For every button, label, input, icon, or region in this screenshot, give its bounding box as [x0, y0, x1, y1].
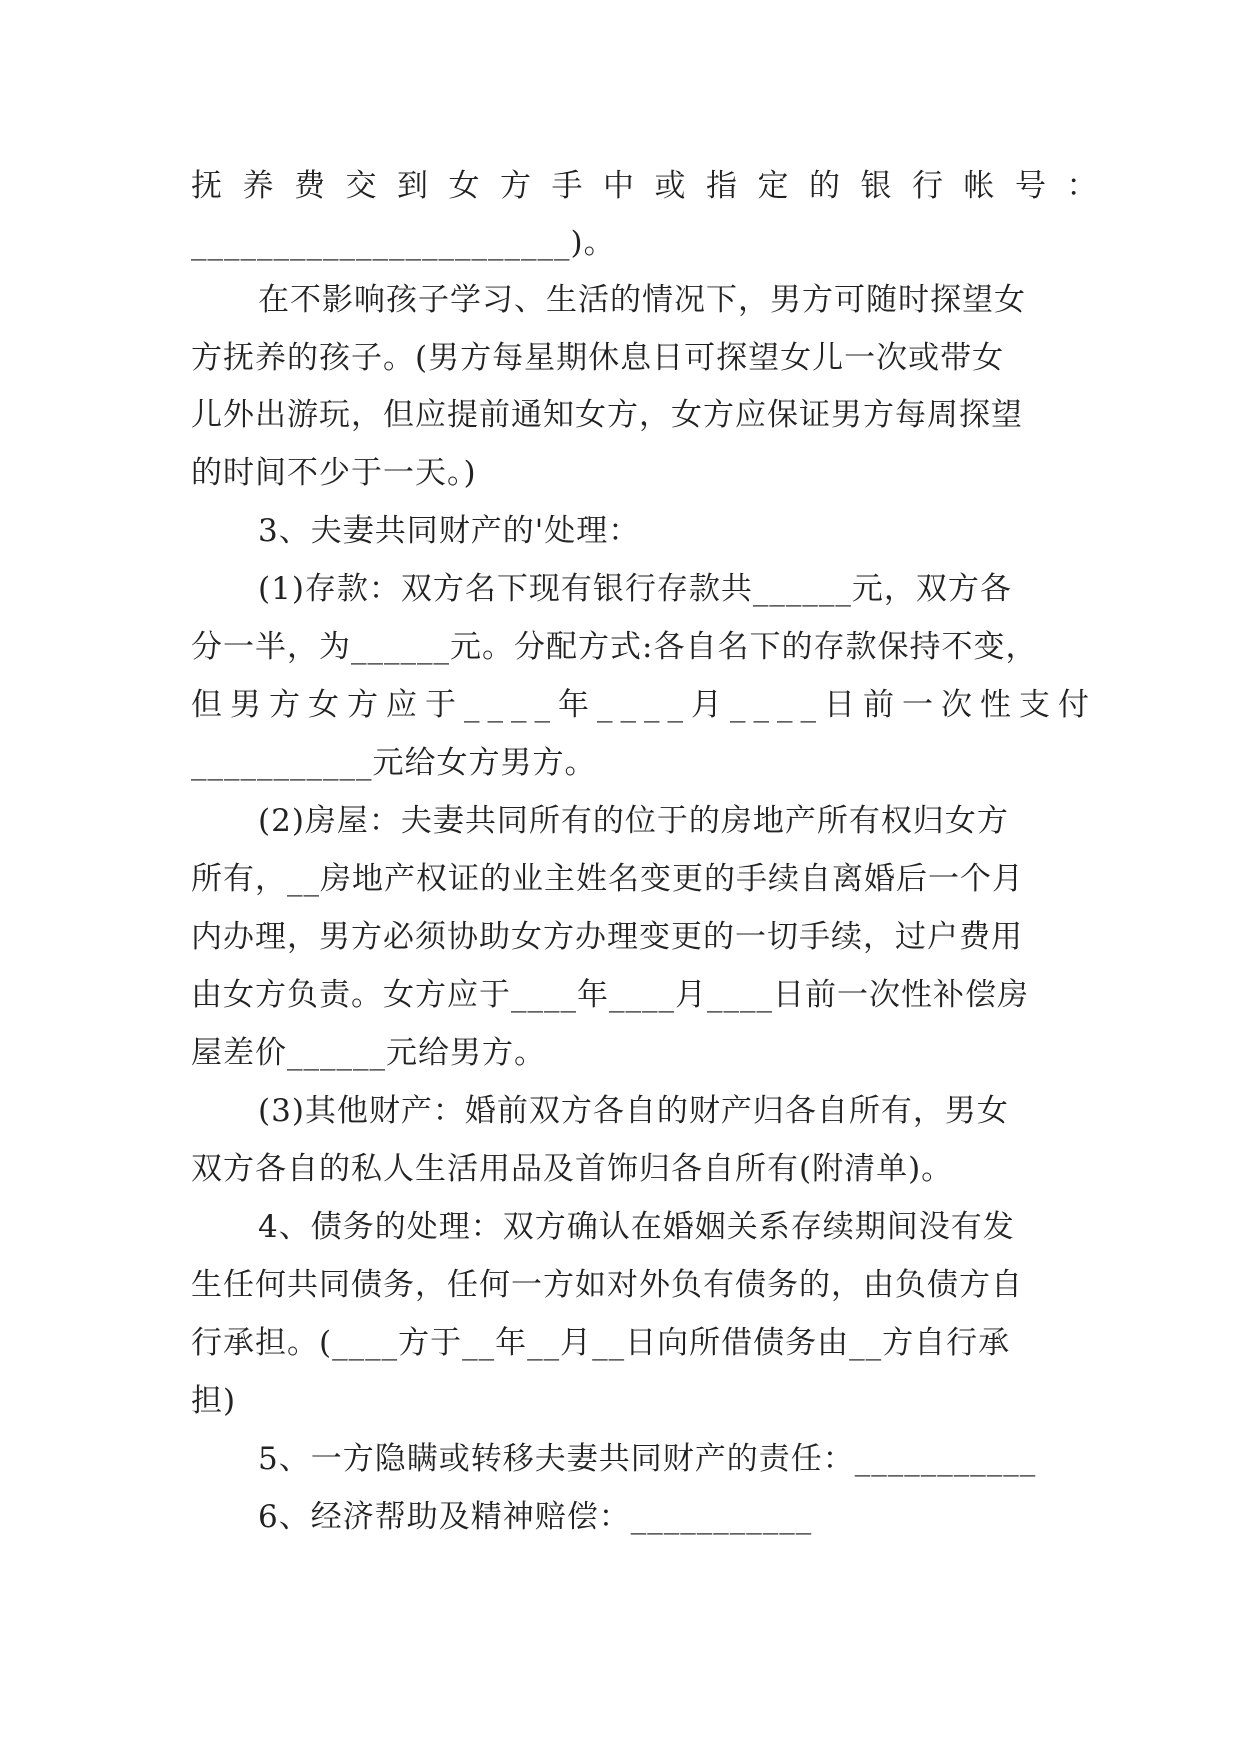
text-line: (2)房屋：夫妻共同所有的位于的房地产所有权归女方: [258, 803, 1009, 839]
text-line: (1)存款：双方名下现有银行存款共______元，双方各: [258, 571, 1012, 607]
section-heading: 5、一方隐瞒或转移夫妻共同财产的责任：___________: [258, 1441, 1037, 1477]
text-line: 内办理，男方必须协助女方办理变更的一切手续，过户费用: [191, 919, 1023, 955]
section-heading: 3、夫妻共同财产的'处理：: [258, 513, 641, 549]
text-line: 由女方负责。女方应于____年____月____日前一次性补偿房: [191, 977, 1029, 1013]
text-line: 生任何共同债务，任何一方如对外负有债务的，由负债方自: [191, 1267, 1023, 1303]
text-line: 抚养费交到女方手中或指定的银行帐号：: [191, 168, 1118, 204]
section-heading: 4、债务的处理：双方确认在婚姻关系存续期间没有发: [258, 1209, 1015, 1245]
text-line: ___________元给女方男方。: [191, 745, 597, 781]
text-line: 但男方女方应于____年____月____日前一次性支付: [191, 687, 1097, 723]
text-line: 屋差价______元给男方。: [191, 1035, 546, 1071]
text-line: 在不影响孩子学习、生活的情况下，男方可随时探望女: [258, 282, 1026, 318]
text-line: 的时间不少于一天。): [191, 455, 477, 491]
text-line: 双方各自的私人生活用品及首饰归各自所有(附清单)。: [191, 1151, 954, 1187]
text-line: 行承担。(____方于__年__月__日向所借债务由__方自行承: [191, 1325, 1011, 1361]
text-line: 担): [191, 1383, 237, 1419]
text-line: 方抚养的孩子。(男方每星期休息日可探望女儿一次或带女: [191, 340, 1005, 376]
text-line: (3)其他财产：婚前双方各自的财产归各自所有，男女: [258, 1093, 1009, 1129]
section-heading: 6、经济帮助及精神赔偿：___________: [258, 1499, 813, 1535]
text-line: 所有，__房地产权证的业主姓名变更的手续自离婚后一个月: [191, 861, 1024, 897]
text-line: _______________________)。: [191, 225, 616, 261]
text-line: 儿外出游玩，但应提前通知女方，女方应保证男方每周探望: [191, 397, 1023, 433]
text-line: 分一半，为______元。分配方式:各自名下的存款保持不变，: [191, 629, 1038, 665]
